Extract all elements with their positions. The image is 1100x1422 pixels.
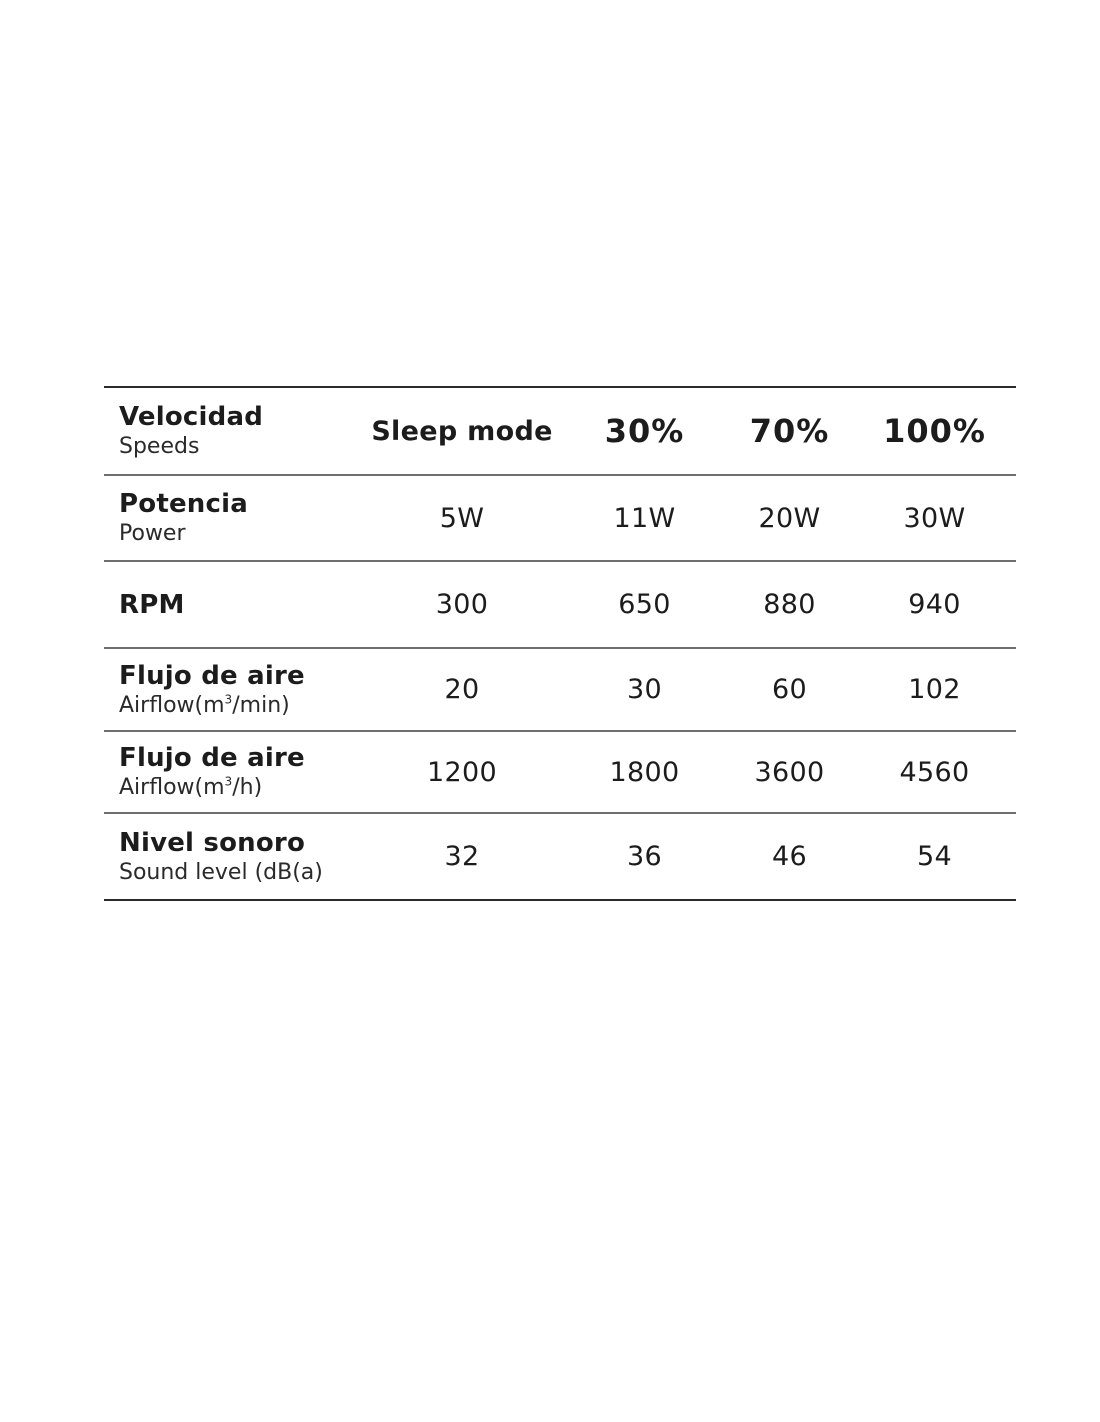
table-row-rpm (104, 562, 1016, 649)
specifications-table (104, 386, 1016, 901)
row-label (104, 827, 352, 887)
row-label (104, 589, 352, 621)
row-label (104, 660, 352, 720)
label-english: Power (119, 521, 186, 546)
table-cell: 32 (444, 841, 480, 872)
table-cell: 54 (917, 841, 952, 872)
label-english-suffix: /h) (232, 775, 263, 800)
table-cell: 60 (772, 674, 807, 705)
label-english-suffix: /min) (232, 692, 290, 718)
row-label (104, 401, 352, 461)
label-spanish: Potencia (119, 489, 248, 519)
table-cell: 880 (763, 589, 816, 620)
label-spanish: Nivel sonoro (119, 827, 306, 858)
table-cell: 30W (903, 502, 966, 534)
table-row-airflow-per-hour (104, 732, 1016, 814)
label-spanish: RPM (119, 589, 185, 620)
column-header-30: 30% (604, 412, 685, 450)
label-spanish: Velocidad (119, 402, 264, 432)
column-header-sleep-mode: Sleep mode (371, 415, 553, 447)
label-spanish: Flujo de aire (119, 660, 305, 691)
row-label (104, 488, 352, 548)
label-english-prefix: Airflow(m (119, 775, 225, 800)
superscript-3: 3 (224, 692, 233, 707)
table-cell: 1800 (609, 756, 680, 788)
label-english: Sound level (dB(a) (119, 859, 323, 885)
table-cell: 940 (908, 589, 961, 620)
table-cell: 5W (439, 502, 485, 534)
table-cell: 3600 (754, 756, 825, 788)
label-english (119, 692, 352, 720)
label-english (119, 774, 352, 802)
table-cell: 36 (627, 841, 662, 872)
label-english-prefix: Airflow(m (119, 692, 225, 718)
table-cell: 30 (627, 674, 662, 705)
label-spanish: Flujo de aire (119, 743, 305, 773)
superscript-3: 3 (224, 774, 233, 789)
table-row-airflow-per-min (104, 649, 1016, 732)
table-cell: 46 (772, 841, 807, 872)
table-cell: 102 (908, 674, 961, 705)
label-english: Speeds (119, 434, 200, 459)
table-cell: 650 (618, 589, 671, 620)
table-row-sound-level (104, 814, 1016, 901)
table-header-row (104, 388, 1016, 476)
table-cell: 20 (444, 674, 480, 705)
table-row-power (104, 476, 1016, 562)
table-cell: 300 (435, 589, 489, 620)
column-header-100: 100% (883, 412, 986, 450)
table-cell: 1200 (427, 756, 497, 788)
row-label (104, 742, 352, 802)
table-cell: 11W (613, 502, 676, 534)
table-cell: 20W (758, 502, 821, 534)
table-cell: 4560 (899, 756, 970, 788)
column-header-70: 70% (749, 412, 830, 450)
